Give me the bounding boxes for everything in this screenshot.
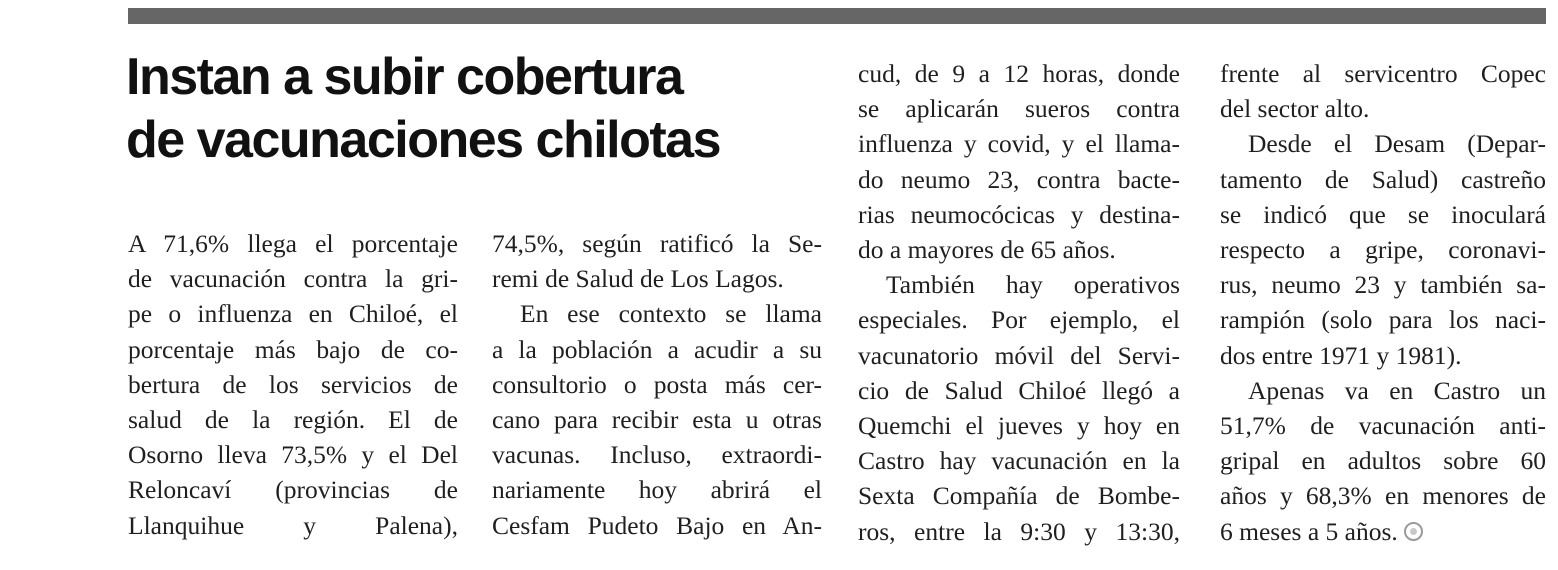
text-line: ros, entre la 9:30 y 13:30,	[858, 516, 1180, 546]
text-line: tamento de Salud) castreño	[1220, 164, 1546, 194]
text-line: A 71,6% llega el porcentaje	[128, 229, 458, 258]
article-column-4	[1220, 56, 1546, 549]
text-line: vacunatorio móvil del Servi-	[858, 340, 1180, 370]
text-line: bertura de los servicios de	[128, 369, 458, 399]
text-line: do neumo 23, contra bacte-	[858, 164, 1180, 194]
article-column-1	[128, 226, 458, 543]
text-line: frente al servicentro Copec	[1220, 59, 1546, 88]
text-line-final-text: 6 meses a 5 años.	[1220, 516, 1398, 546]
text-line: cud, de 9 a 12 horas, donde	[858, 59, 1180, 88]
text-line: especiales. Por ejemplo, el	[858, 305, 1180, 335]
text-line: do a mayores de 65 años.	[858, 235, 1116, 265]
text-line: 51,7% de vacunación anti-	[1220, 411, 1546, 441]
text-line: En ese contexto se llama	[520, 299, 822, 329]
text-line: porcentaje más bajo de co-	[128, 334, 458, 364]
text-line: rampión (solo para los naci-	[1220, 305, 1546, 335]
text-line: nariamente hoy abrirá el	[492, 475, 822, 505]
text-line: También hay operativos	[886, 270, 1180, 300]
end-of-article-icon	[1404, 522, 1423, 541]
text-line: cio de Salud Chiloé llegó a	[858, 375, 1180, 405]
text-line-final	[1220, 514, 1546, 549]
text-line: Reloncaví (provincias de	[128, 475, 458, 505]
text-line: influenza y covid, y el llama-	[858, 129, 1180, 159]
text-line: se aplicarán sueros contra	[858, 94, 1180, 124]
text-line: Castro hay vacunación en la	[858, 446, 1180, 476]
text-line: Cesfam Pudeto Bajo en An-	[492, 510, 822, 540]
text-line: Llanquihue y Palena),	[128, 510, 458, 540]
top-rule	[128, 8, 1546, 24]
text-line: rias neumocócicas y destina-	[858, 199, 1180, 229]
text-line: se indicó que se inoculará	[1220, 199, 1546, 229]
text-line: 74,5%, según ratificó la Se-	[492, 229, 822, 258]
text-line: gripal en adultos sobre 60	[1220, 446, 1546, 476]
text-line: vacunas. Incluso, extraordi-	[492, 440, 822, 470]
text-line: Apenas va en Castro un	[1248, 375, 1546, 405]
text-line: años y 68,3% en menores de	[1220, 481, 1546, 511]
text-line: pe o influenza en Chiloé, el	[128, 299, 458, 329]
text-line: cano para recibir esta u otras	[492, 405, 822, 435]
text-line: rus, neumo 23 y también sa-	[1220, 270, 1546, 300]
text-line: salud de la región. El de	[128, 405, 458, 435]
article-column-3	[858, 56, 1180, 549]
text-line: de vacunación contra la gri-	[128, 264, 458, 294]
text-line: del sector alto.	[1220, 94, 1370, 124]
text-line: Desde el Desam (Depar-	[1248, 129, 1546, 159]
text-line: a la población a acudir a su	[492, 334, 822, 364]
text-line: dos entre 1971 y 1981).	[1220, 340, 1462, 370]
headline	[126, 46, 826, 172]
text-line: Osorno lleva 73,5% y el Del	[128, 440, 458, 470]
text-line: Quemchi el jueves y hoy en	[858, 411, 1180, 441]
headline-line-2: de vacunaciones chilotas	[126, 111, 721, 169]
text-line: Sexta Compañía de Bombe-	[858, 481, 1180, 511]
headline-line-1: Instan a subir cobertura	[126, 48, 683, 106]
text-line: consultorio o posta más cer-	[492, 369, 822, 399]
text-line: remi de Salud de Los Lagos.	[492, 264, 784, 294]
text-line: respecto a gripe, coronavi-	[1220, 235, 1546, 265]
article-column-2	[492, 226, 822, 543]
